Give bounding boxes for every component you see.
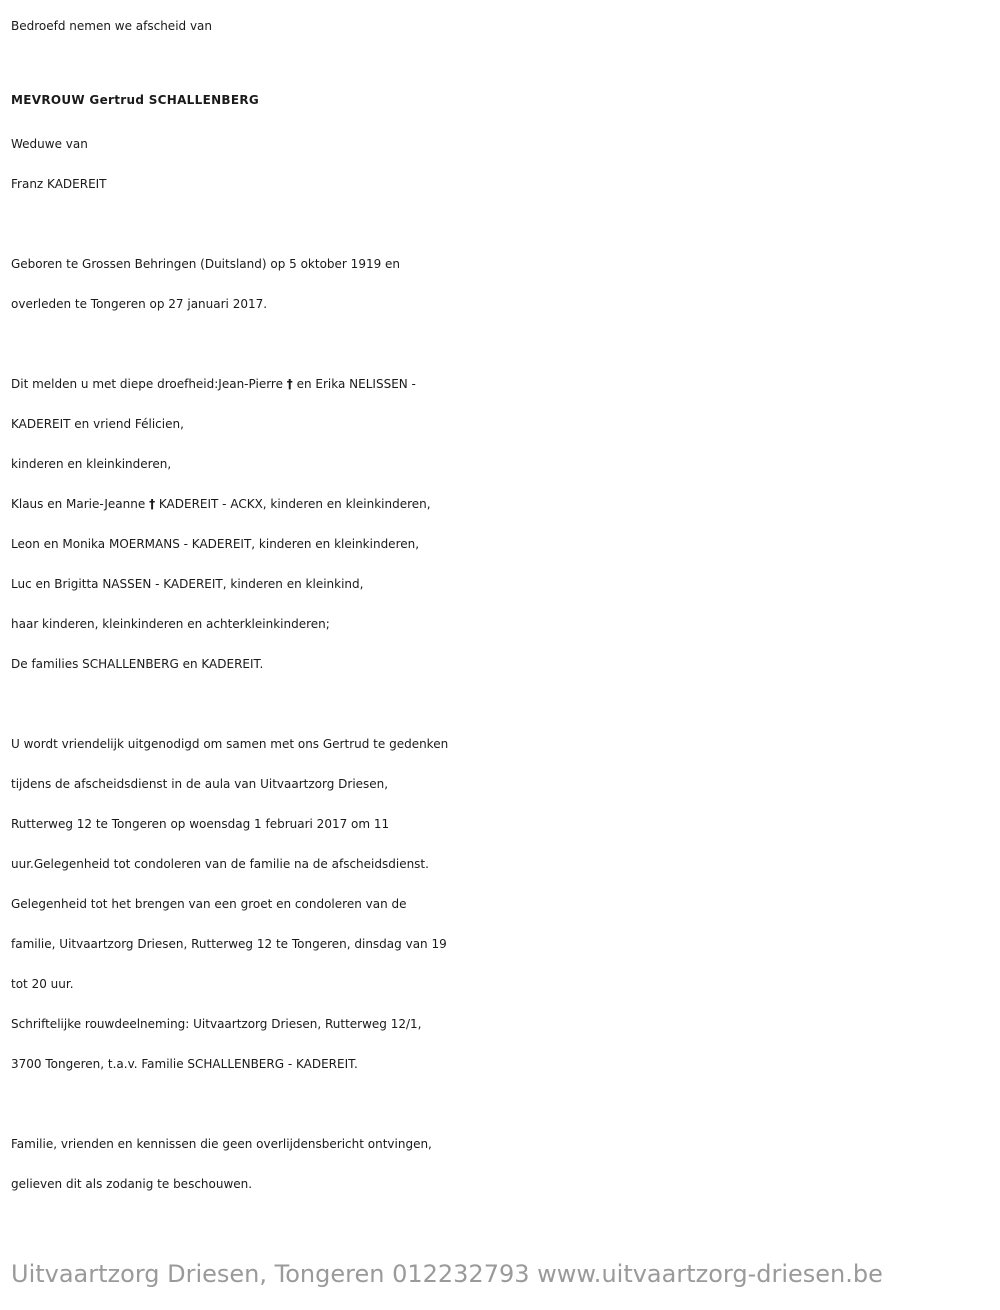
- death-notice: [11, 6, 996, 1204]
- service-line-4: uur.Gelegenheid tot condoleren van de familie na de afscheidsdienst.: [11, 857, 429, 871]
- deceased-name: MEVROUW Gertrud SCHALLENBERG: [11, 93, 260, 107]
- service-line-5: Gelegenheid tot het brengen van een groet en condoleren van de: [11, 897, 407, 911]
- service-line-1: U wordt vriendelijk uitgenodigd om samen met ons Gertrud te gedenken: [11, 737, 449, 751]
- family-line-1-start: Dit melden u met diepe droefheid:Jean-Pierre: [11, 377, 287, 391]
- birth-line-1: Geboren te Grossen Behringen (Duitsland) op 5 oktober 1919 en: [11, 257, 401, 271]
- family-line-2: KADEREIT en vriend Félicien,: [11, 417, 184, 431]
- family-line-5: Leon en Monika MOERMANS - KADEREIT, kinderen en kleinkinderen,: [11, 537, 420, 551]
- family-line-3: kinderen en kleinkinderen,: [11, 457, 172, 471]
- intro-text: Bedroefd nemen we afscheid van: [11, 19, 213, 33]
- footer-funeral-home: Uitvaartzorg Driesen, Tongeren 012232793 www.uitvaartzorg-driesen.be: [11, 1260, 883, 1288]
- closing-line-2: gelieven dit als zodanig te beschouwen.: [11, 1177, 253, 1191]
- service-line-9: 3700 Tongeren, t.a.v. Familie SCHALLENBERG - KADEREIT.: [11, 1057, 358, 1071]
- family-line-6: Luc en Brigitta NASSEN - KADEREIT, kinderen en kleinkind,: [11, 577, 364, 591]
- spacer: [11, 1084, 996, 1124]
- service-line-2: tijdens de afscheidsdienst in de aula van Uitvaartzorg Driesen,: [11, 777, 389, 791]
- family-line-1: [11, 364, 996, 404]
- widow-line-2: Franz KADEREIT: [11, 177, 107, 191]
- cross-icon: †: [286, 377, 293, 391]
- widow-line-1: Weduwe van: [11, 137, 88, 151]
- family-line-4-start: Klaus en Marie-Jeanne: [11, 497, 150, 511]
- family-line-4: [11, 484, 996, 524]
- family-line-7: haar kinderen, kleinkinderen en achterkleinkinderen;: [11, 617, 330, 631]
- birth-line-2: overleden te Tongeren op 27 januari 2017.: [11, 297, 268, 311]
- cross-icon: †: [149, 497, 156, 511]
- service-line-3: Rutterweg 12 te Tongeren op woensdag 1 februari 2017 om 11: [11, 817, 390, 831]
- spacer: [11, 684, 996, 724]
- spacer: [11, 204, 996, 244]
- service-line-7: tot 20 uur.: [11, 977, 74, 991]
- family-line-4-end: KADEREIT - ACKX, kinderen en kleinkinderen,: [155, 497, 431, 511]
- closing-line-1: Familie, vrienden en kennissen die geen overlijdensbericht ontvingen,: [11, 1137, 432, 1151]
- family-line-1-end: en Erika NELISSEN -: [292, 377, 416, 391]
- family-line-8: De families SCHALLENBERG en KADEREIT.: [11, 657, 264, 671]
- service-line-6: familie, Uitvaartzorg Driesen, Rutterweg 12 te Tongeren, dinsdag van 19: [11, 937, 447, 951]
- spacer: [11, 324, 996, 364]
- service-line-8: Schriftelijke rouwdeelneming: Uitvaartzorg Driesen, Rutterweg 12/1,: [11, 1017, 422, 1031]
